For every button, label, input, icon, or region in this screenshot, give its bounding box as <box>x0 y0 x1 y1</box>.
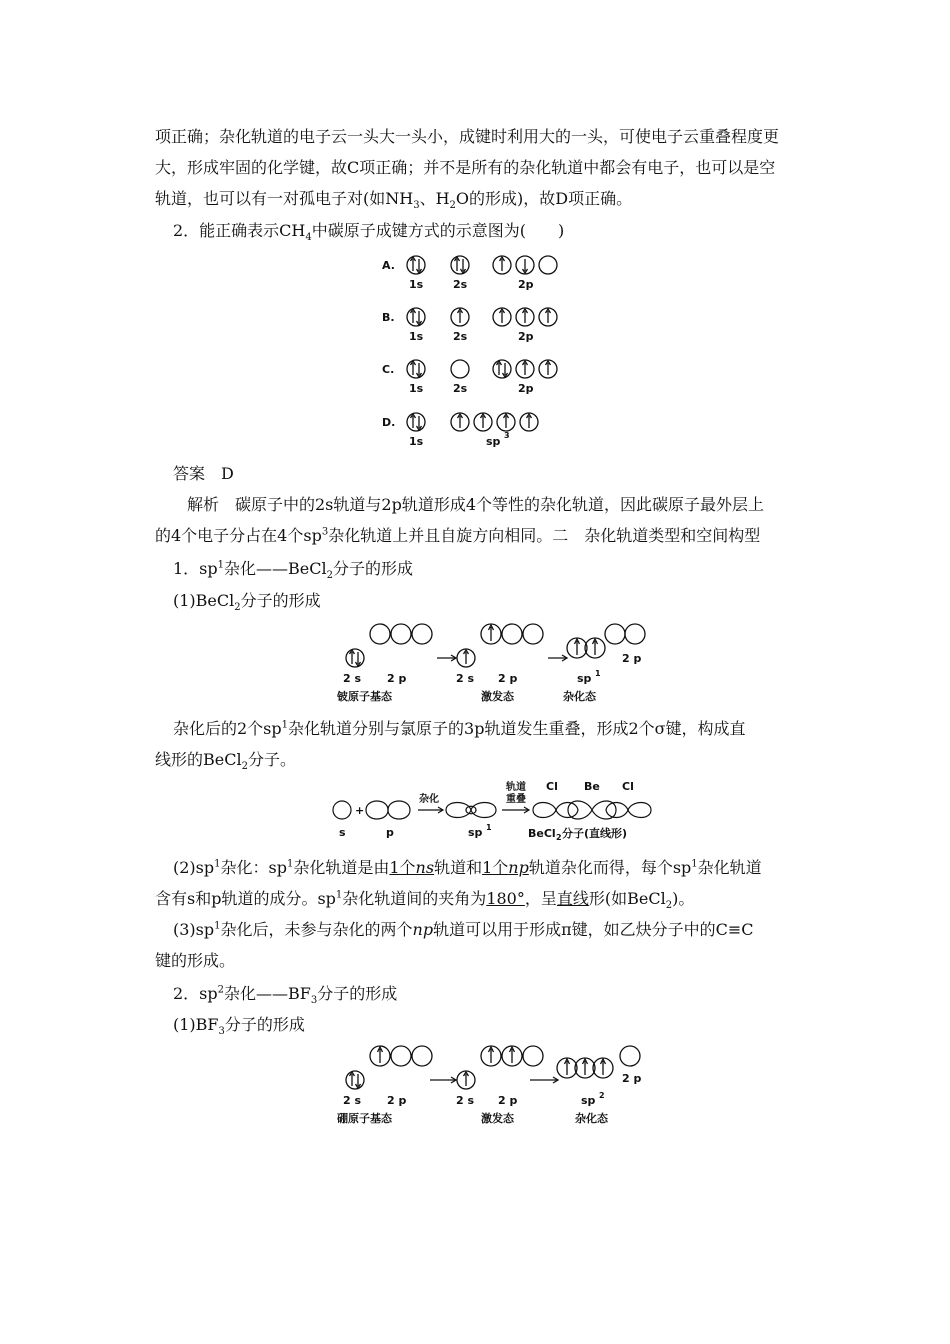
text-line: 大，形成牢固的化学键，故C项正确；并不是所有的杂化轨道中都会有电子，也可以是空 <box>155 158 776 177</box>
svg-text:2 p: 2 p <box>498 672 518 685</box>
svg-text:2 s: 2 s <box>343 1094 362 1107</box>
svg-text:轨道: 轨道 <box>506 782 526 793</box>
svg-text:2s: 2s <box>453 330 468 343</box>
text-line: 含有s和p轨道的成分。$sp^1$杂化轨道间的夹角为180°，呈直线形(如BeCl$_2$)。 <box>155 889 695 912</box>
be-orbital-figure <box>335 620 655 714</box>
svg-text:p: p <box>386 826 394 839</box>
svg-text:分子(直线形): 分子(直线形) <box>562 827 628 840</box>
svg-text:激发态: 激发态 <box>481 690 514 703</box>
b-orbital-figure <box>335 1040 655 1134</box>
svg-text:3: 3 <box>504 431 510 440</box>
section-1-subtitle: (1)BeCl$_2$分子的形成 <box>173 591 321 614</box>
svg-text:2 p: 2 p <box>387 1094 407 1107</box>
svg-text:硼原子基态: 硼原子基态 <box>337 1112 392 1125</box>
svg-text:s: s <box>339 826 346 839</box>
svg-text:Be: Be <box>584 780 600 793</box>
svg-text:sp: sp <box>486 435 501 448</box>
analysis-line: 的4个电子分占在4个$sp^3$杂化轨道上并且自旋方向相同。二 杂化轨道类型和空间构型 <box>155 526 761 545</box>
svg-text:+: + <box>355 804 365 817</box>
svg-text:2 s: 2 s <box>456 672 475 685</box>
svg-text:sp: sp <box>581 1094 596 1107</box>
svg-text:2s: 2s <box>453 382 468 395</box>
svg-text:1s: 1s <box>409 435 424 448</box>
text-line: $(2)sp^1$杂化：$sp^1$杂化轨道是由1个ns轨道和1个np轨道杂化而得，每个$sp^1$杂化轨道 <box>173 858 762 877</box>
svg-text:2 s: 2 s <box>456 1094 475 1107</box>
question-2: 2．能正确表示$CH_4$中碳原子成键方式的示意图为( ) <box>173 221 565 244</box>
text-line: 杂化后的2个$sp^1$杂化轨道分别与氯原子的3p轨道发生重叠，形成2个σ键，构成直 <box>173 719 746 738</box>
svg-text:BeCl: BeCl <box>528 827 556 840</box>
text-line: 项正确；杂化轨道的电子云一头大一头小，成键时利用大的一头，可使电子云重叠程度更 <box>155 127 780 146</box>
option-b-label: B. <box>382 311 395 324</box>
svg-text:铍原子基态: 铍原子基态 <box>337 690 392 703</box>
svg-text:1s: 1s <box>409 330 424 343</box>
svg-text:2 p: 2 p <box>387 672 407 685</box>
svg-text:Cl: Cl <box>546 780 558 793</box>
svg-text:重叠: 重叠 <box>506 794 526 805</box>
svg-text:Cl: Cl <box>622 780 634 793</box>
svg-text:杂化: 杂化 <box>419 794 439 805</box>
options-figure <box>380 250 580 464</box>
svg-text:sp: sp <box>577 672 592 685</box>
section-1-title: 1．$sp^1$杂化——BeCl$_2$分子的形成 <box>173 559 413 582</box>
svg-text:杂化态: 杂化态 <box>575 1112 608 1125</box>
svg-text:2p: 2p <box>518 382 534 395</box>
svg-text:2 p: 2 p <box>622 652 642 665</box>
option-a-label: A. <box>382 259 395 272</box>
svg-text:2: 2 <box>599 1091 605 1100</box>
becl2-formation-figure <box>328 778 668 852</box>
option-d-label: D. <box>382 416 396 429</box>
section-2-subtitle: $(1)BF_3$分子的形成 <box>173 1015 305 1038</box>
text-line: 线形的BeCl$_2$分子。 <box>155 750 296 773</box>
svg-text:sp: sp <box>468 826 483 839</box>
section-2-title: 2．$sp^2$杂化$——BF_3$分子的形成 <box>173 984 398 1007</box>
svg-text:1s: 1s <box>409 382 424 395</box>
svg-text:2s: 2s <box>453 278 468 291</box>
svg-text:2 p: 2 p <box>498 1094 518 1107</box>
svg-text:2p: 2p <box>518 330 534 343</box>
svg-text:1s: 1s <box>409 278 424 291</box>
svg-text:2p: 2p <box>518 278 534 291</box>
text-line: $(3)sp^1$杂化后，未参与杂化的两个np轨道可以用于形成π键，如乙炔分子中的C≡C <box>173 920 754 939</box>
svg-text:1: 1 <box>486 823 492 832</box>
svg-text:2 p: 2 p <box>622 1072 642 1085</box>
option-c-label: C. <box>382 363 395 376</box>
svg-text:1: 1 <box>595 669 601 678</box>
svg-text:杂化态: 杂化态 <box>563 690 596 703</box>
svg-text:2: 2 <box>556 833 562 842</box>
text-line: 轨道，也可以有一对孤电子对(如$NH_3$、$H_2O$的形成)，故D项正确。 <box>155 189 633 212</box>
svg-text:激发态: 激发态 <box>481 1112 514 1125</box>
analysis-line: 解析 碳原子中的2s轨道与2p轨道形成4个等性的杂化轨道，因此碳原子最外层上 <box>187 495 764 514</box>
answer: 答案 D <box>173 464 234 483</box>
text-line: 键的形成。 <box>155 951 236 970</box>
svg-text:2 s: 2 s <box>343 672 362 685</box>
